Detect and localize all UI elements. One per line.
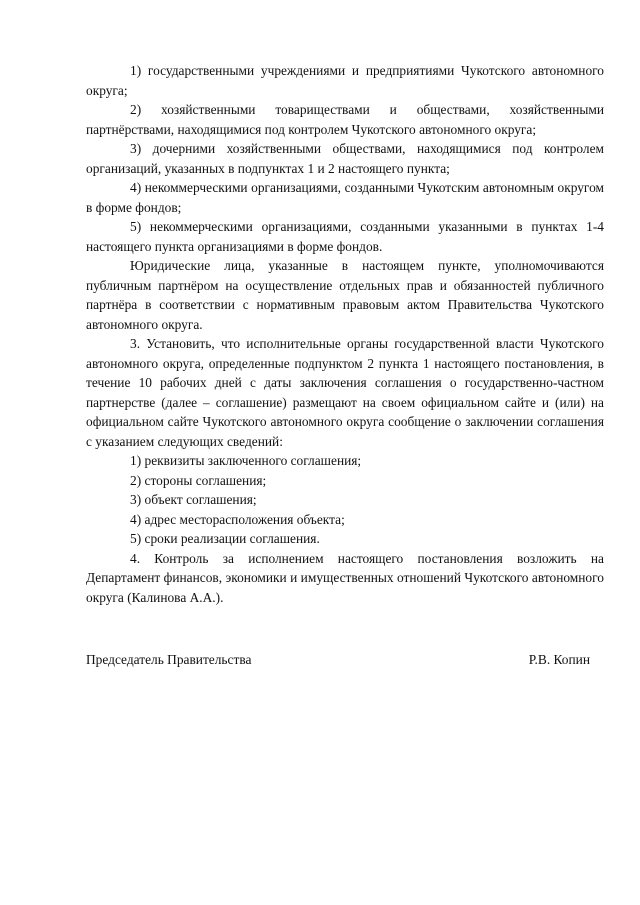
paragraph-subitem-1: 1) государственными учреждениями и предприятиями Чукотского автономного округа;: [86, 63, 604, 98]
list-item: 2) стороны соглашения;: [130, 472, 267, 488]
list-item: 4) адрес месторасположения объекта;: [130, 511, 345, 527]
paragraph-legal-entities: Юридические лица, указанные в настоящем пункте, уполномочиваются публичным партнёром на осуществление отдельных прав и обязанностей публичного партнёра в соответствии с нормативным правовым актом Правительства Чукотского автономного округа.: [86, 258, 604, 332]
list-item: 5) сроки реализации соглашения.: [130, 531, 320, 546]
paragraph-subitem-5: 5) некоммерческими организациями, созданными указанными в пунктах 1-4 настоящего пункта организациями в форме фондов.: [86, 219, 604, 254]
paragraph-item-4: 4. Контроль за исполнением настоящего постановления возложить на Департамент финансов, экономики и имущественных отношений Чукотского автономного округа (Калинова А.А.).: [86, 550, 604, 605]
signatory-position: Председатель Правительства: [86, 652, 252, 667]
paragraph-subitem-2: 2) хозяйственными товариществами и обществами, хозяйственными партнёрствами, находящимися под контролем Чукотского автономного округа;: [86, 102, 604, 137]
signature-block: [86, 650, 590, 670]
paragraph-item-3: 3. Установить, что исполнительные органы государственной власти Чукотского автономного округа, определенные подпунктом 2 пункта 1 настоящего постановления, в течение 10 рабочих дней с даты заключения соглашения о государственно-частном партнерстве (далее – соглашение) размещают на своем официальном сайте и (или) на официальном сайте Чукотского автономного округа сообщение о заключении соглашения с указанием следующих сведений:: [86, 336, 604, 449]
list-item: 1) реквизиты заключенного соглашения;: [130, 453, 362, 468]
paragraph-subitem-3: 3) дочерними хозяйственными обществами, находящимися под контролем организаций, указанных в подпунктах 1 и 2 настоящего пункта;: [86, 141, 604, 176]
document-body: [86, 61, 604, 607]
paragraph-subitem-4: 4) некоммерческими организациями, созданными Чукотским автономным округом в форме фондов;: [86, 180, 604, 215]
list-item: 3) объект соглашения;: [130, 492, 257, 507]
signatory-name: Р.В. Копин: [528, 652, 590, 667]
